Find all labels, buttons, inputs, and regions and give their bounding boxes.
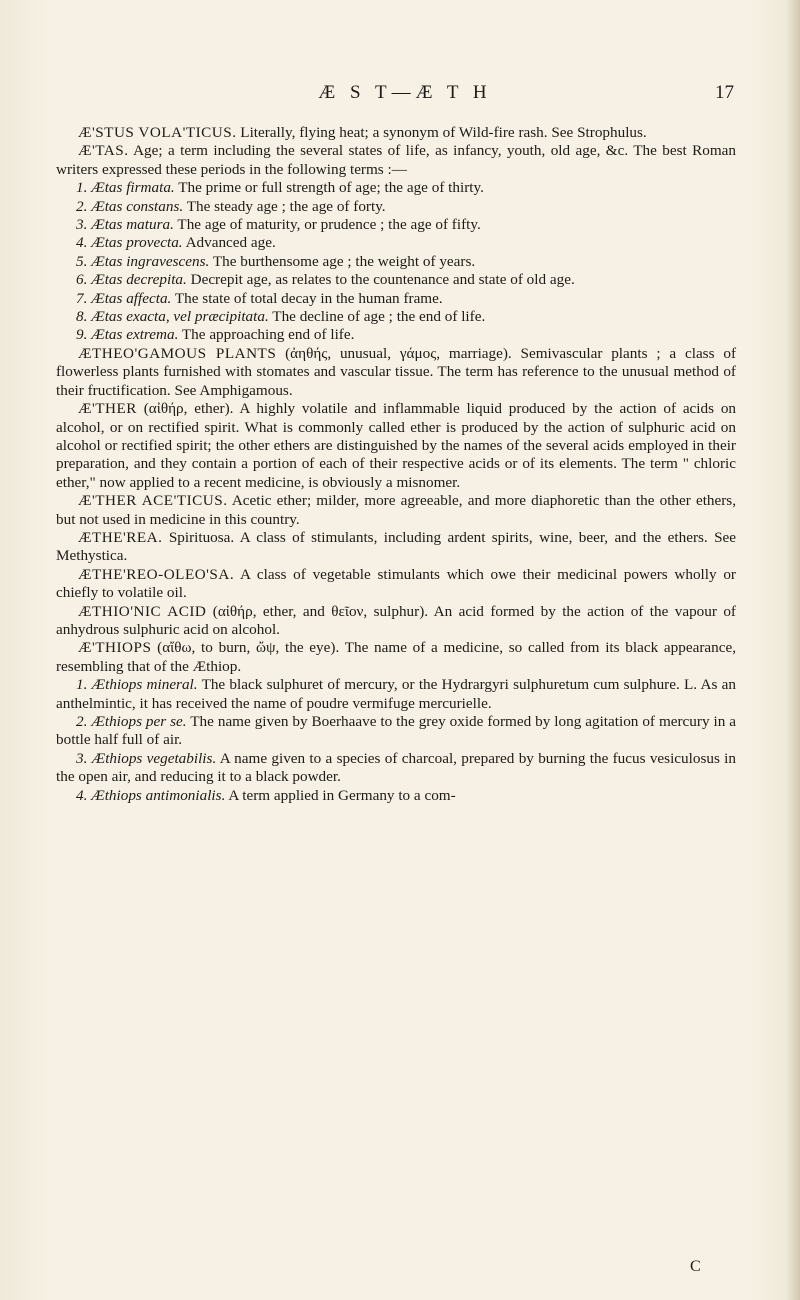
- entry-aethiops-vegetabilis: 3. Æthiops vegetabilis. A name given to a species of charcoal, prepared by burning the fucus vesiculosus in the open air, and reducing it to a black powder.: [56, 749, 736, 786]
- entry-aetas-constans: 2. Ætas constans. The steady age ; the age of forty.: [76, 197, 386, 215]
- entry-aetas-exacta: 8. Ætas exacta, vel præcipitata. The decline of age ; the end of life.: [76, 308, 486, 326]
- entry-aetas-affecta: 7. Ætas affecta. The state of total decay in the human frame.: [76, 289, 443, 307]
- entry-aetherea: ÆTHE'REA. Spirituosa. A class of stimulants, including ardent spirits, wine, beer, and the ethers. See Methystica.: [56, 528, 737, 565]
- entry-aetas-provecta: 4. Ætas provecta. Advanced age.: [76, 234, 276, 252]
- entry-aethereo-oleosa: ÆTHE'REO-OLEO'SA. A class of vegetable stimulants which owe their medicinal powers wholly or chiefly to volatile oil.: [56, 565, 736, 602]
- entry-aetas: Æ'TAS. Age; a term including the several states of life, as infancy, youth, old age, &c. The best Roman writers expressed these periods in the following terms :—: [56, 142, 736, 178]
- entry-aethionic-acid: ÆTHIO'NIC ACID (αἰθήρ, ether, and θεῖον, sulphur). An acid formed by the action of the vapour of anhydrous sulphuric acid on alcohol.: [56, 602, 736, 638]
- entry-aetheogamous-plants: ÆTHEO'GAMOUS PLANTS (ἀηθής, unusual, γάμος, marriage). Semivascular plants ; a class of flowerless plants furnished with stomates and vascular tissue. The term has reference to the unusual method of their fructification. See Amphigamous.: [56, 344, 736, 399]
- page-number: 17: [715, 82, 734, 103]
- entry-aethiops: Æ'THIOPS (αἴθω, to burn, ὤψ, the eye). The name of a medicine, so called from its black appearance, resembling that of the Æthiop.: [56, 639, 737, 675]
- entry-aethiops-mineral: 1. Æthiops mineral. The black sulphuret of mercury, or the Hydrargyri sulphuretum cum sulphure. L. As an anthelmintic, it has received the name of poudre vermifuge mercurielle.: [56, 676, 736, 712]
- entry-aetas-ingravescens: 5. Ætas ingravescens. The burthensome age ; the weight of years.: [76, 252, 476, 270]
- entry-aetas-matura: 3. Ætas matura. The age of maturity, or prudence ; the age of fifty.: [76, 216, 481, 234]
- running-head: [70, 82, 740, 110]
- entry-aethiops-per-se: 2. Æthiops per se. The name given by Boerhaave to the grey oxide formed by long agitation of mercury in a bottle half full of air.: [56, 713, 737, 749]
- page-edge-shadow: [786, 0, 800, 1300]
- entry-aestus-volaticus: Æ'STUS VOLA'TICUS. Literally, flying heat; a synonym of Wild-fire rash. See Strophulus.: [78, 124, 647, 141]
- entry-aether-aceticus: Æ'THER ACE'TICUS. Acetic ether; milder, more agreeable, and more diaphoretic than the other ethers, but not used in medicine in this country.: [56, 492, 737, 528]
- entry-aetas-firmata: 1. Ætas firmata. The prime or full strength of age; the age of thirty.: [76, 179, 484, 197]
- signature-mark: C: [690, 1258, 701, 1275]
- dictionary-text: [56, 124, 736, 805]
- entry-aethiops-antimonialis: 4. Æthiops antimonialis. A term applied in Germany to a com-: [76, 786, 456, 804]
- entry-aetas-decrepita: 6. Ætas decrepita. Decrepit age, as relates to the countenance and state of old age.: [76, 271, 575, 289]
- running-title: Æ S T—Æ T H: [318, 82, 492, 103]
- entry-aether: Æ'THER (αἰθήρ, ether). A highly volatile and inflammable liquid produced by the action of acids on alcohol, or on rectified spirit. What is commonly called ether is produced by the action of sulphuric acid on alcohol or rectified spirit; the other ethers are distinguished by the names of the several acids employed in their preparation, and they contain a portion of each of their respective acids or of its elements. The term " chloric ether," now applied to a recent medicine, is obviously a misnomer.: [56, 400, 737, 491]
- entry-aetas-extrema: 9. Ætas extrema. The approaching end of life.: [76, 326, 355, 344]
